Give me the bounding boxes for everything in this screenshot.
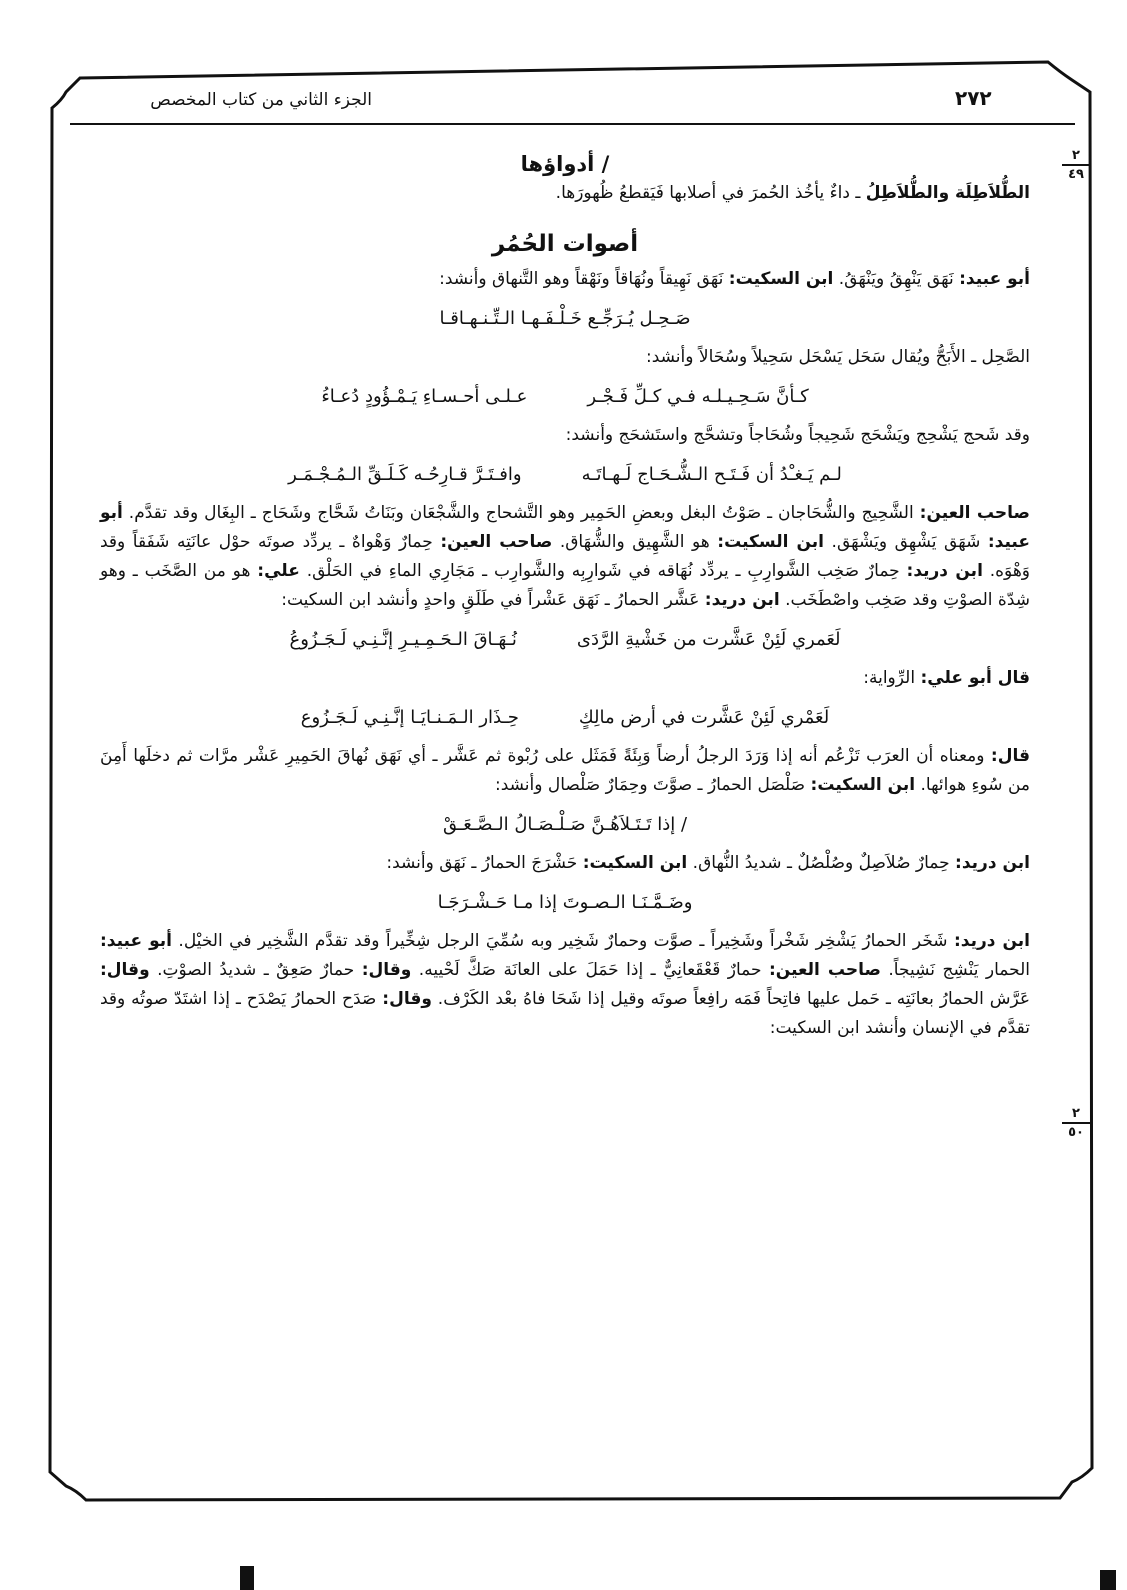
source-label: صاحب العين: <box>769 960 881 980</box>
paragraph <box>100 499 1030 615</box>
margin-reference <box>1060 148 1092 182</box>
paragraph-text: هو الشَّهِيق والشُّهَاق. <box>552 532 718 552</box>
margin-ref-page: ٥٠ <box>1068 1125 1084 1140</box>
verse-hemistich: عـلـى أحـسـاءِ يَـمْـؤُودٍ دُعـاءُ <box>321 386 528 407</box>
paragraph <box>100 179 1030 208</box>
margin-ref-divider <box>1062 164 1090 166</box>
source-label: ابن دريد: <box>704 590 780 610</box>
source-label: ابن السكيت: <box>582 853 688 873</box>
paragraph-text: ومعناه أن العرَب تَزْعُم أنه إذا وَرَدَ الرجلُ أرضاً وَبِئَةً فَمَثَل على رُبْوة ثم عَشَّر ـ أي نَهَق نُهاقَ الحَمِيرِ عَشْر مرَّات ثم دخلَها أَمِنَ من سُوءِ هوائها. <box>100 746 1030 795</box>
source-label: وقال: <box>361 960 412 980</box>
verse <box>100 460 1030 489</box>
source-label: قال: <box>990 746 1030 766</box>
scan-mark <box>1100 1570 1116 1590</box>
verse <box>100 625 1030 654</box>
source-label: أبو عبيد: <box>100 503 1030 552</box>
verse-line: صَـحِـل يُـرَجِّـع خَـلْـفَـهـا الـتِّـنـهـاقـا <box>439 308 691 329</box>
verse <box>100 810 1030 839</box>
paragraph-text: عَرَّش الحمارُ بعانَتِه ـ حَمل عليها فاتِحاً فَمَه رافِعاً صوتَه وقيل إذا شَحَا فاهُ بعْد الكَرْف. <box>431 989 1030 1009</box>
paragraph-text: حمارٌ قَعْقَعانِيٌّ ـ إذا حَمَلَ على العانَة صَكَّ لَحْييه. <box>411 960 769 980</box>
term-label: الطُّلاَطِلَة والطُّلاَطِلُ <box>865 183 1030 203</box>
paragraph-text: حِمارٌ صُلاَصِلٌ وصُلْصُلٌ ـ شديدُ النُّهاق. <box>687 853 956 873</box>
margin-ref-divider <box>1062 1122 1090 1124</box>
paragraph-text: الشَّحِيج والشُّحَاجان ـ صَوْتُ البغل وبعضِ الحَمِير وهو التَّشحاج والشَّجْعَان وبَنَاتُ شَحَّاج وشَحَاج ـ البِغَال وقد تقدَّم. <box>122 503 920 523</box>
verse-hemistich: لَعَمري لَئِنْ عَشَّرت من خَشْيةِ الرَّدَى <box>576 629 841 650</box>
source-label: ابن دريد: <box>955 853 1030 873</box>
source-label: وقال: <box>100 960 150 980</box>
verse-line: وضَـمَّـنَـا الـصـوتَ إذا مـا حَـشْـرَجَـا <box>437 892 693 913</box>
paragraph-text: الرِّواية: <box>863 668 921 688</box>
source-label: أبو عبيد: <box>959 269 1030 289</box>
paragraph-text: حمارٌ صَعِقٌ ـ شديدُ الصوْتِ. <box>149 960 362 980</box>
paragraph-text: شَخَر الحمارُ يَشْخِر شَخْراً وشَخِيراً ـ صوَّت وحمارٌ شَخِير وبه سُمِّيَ الرجل شِخِّيراً وقد تقدَّم الشَّخِير في الخيْل. <box>171 931 954 951</box>
source-label: ابن السكيت: <box>717 532 824 552</box>
verse-line: / إذا تَـتَـلاَهُـنَّ صَـلْـصَـالُ الـصَّـعَـقْ <box>443 814 688 835</box>
source-label: ابن السكيت: <box>728 269 834 289</box>
paragraph <box>100 343 1030 372</box>
paragraph <box>100 927 1030 1043</box>
chapter-heading: أصوات الحُمُر <box>491 231 639 257</box>
paragraph-text: هو من الصَّخَب ـ وهو شِدّة الصوْتِ وقد صَخِب واصْطَخَب. <box>100 561 1030 610</box>
scan-mark <box>240 1566 254 1590</box>
source-label: قال أبو علي: <box>920 668 1030 688</box>
verse-hemistich: نُـهَـاقَ الـحَـمِـيـرِ إنَّـنِـي لَـجَـزُوعُ <box>289 629 517 650</box>
paragraph-text: وقد شَحج يَشْحِج ويَشْحَج شَحِيجاً وشُحَاجاً وتشحَّج واستَشحَج وأنشد: <box>565 425 1030 445</box>
paragraph-text: ـ داءٌ يأخُذ الحُمرَ في أصلابها فَيَقطعُ ظُهورَها. <box>555 183 866 203</box>
paragraph <box>100 742 1030 800</box>
section-heading: / أدواؤها <box>520 152 610 176</box>
running-head: الجزء الثاني من كتاب المخصص <box>150 90 372 110</box>
paragraph <box>100 849 1030 878</box>
verse <box>100 703 1030 732</box>
paragraph-text: نَهَق نَهِيقاً ونُهَاقاً ونَهْقاً وهو التَّنهاق وأنشد: <box>439 269 729 289</box>
verse-hemistich: كـأنَّ سَـحِـيـلـه فـي كـلِّ فَـجْـر <box>587 386 809 407</box>
source-label: وقال: <box>382 989 432 1009</box>
paragraph <box>100 421 1030 450</box>
verse <box>100 888 1030 917</box>
verse-hemistich: لَعَمْري لَئِنْ عَشَّرت في أرض مالِكٍ <box>578 707 830 728</box>
paragraph-text: عَشَّر الحمارُ ـ نَهَق عَشْراً في طَلَقٍ واحدٍ وأنشد ابن السكيت: <box>281 590 705 610</box>
verse-hemistich: لـم يَـغـْدُ أن فَـتَـح الـشُّـحَـاج لَـهـاتَـه <box>581 464 842 485</box>
paragraph-text: الحمار يَنْشِج نَشِيجاً. <box>880 960 1031 980</box>
source-label: صاحب العين: <box>919 503 1030 523</box>
source-label: ابن السكيت: <box>810 775 916 795</box>
source-label: أبو عبيد: <box>100 931 172 951</box>
paragraph-text: شَهَق يَشْهِق ويَشْهَق. <box>824 532 988 552</box>
source-label: ابن دريد: <box>906 561 983 581</box>
verse <box>100 304 1030 333</box>
margin-ref-volume: ٢ <box>1072 148 1080 163</box>
verse <box>100 382 1030 411</box>
paragraph-text: حَشْرَجَ الحمارُ ـ نَهَق وأنشد: <box>386 853 583 873</box>
verse-hemistich: حِـذَار الـمَـنـايَـا إنَّـنِـي لَـجَـزُوع <box>300 707 519 728</box>
paragraph <box>100 664 1030 693</box>
margin-ref-page: ٤٩ <box>1068 167 1084 182</box>
paragraph-text: حِمارٌ وَهْواهٌ ـ يردِّد صوتَه حوْل عانَتِه شَفَقاً وقد وَهْوَه. <box>100 532 1031 581</box>
margin-reference <box>1060 1106 1092 1140</box>
paragraph <box>100 265 1030 294</box>
page-number: ٢٧٢ <box>955 86 992 110</box>
paragraph-text: نَهَق يَنْهِقُ ويَنْهَقُ. <box>833 269 960 289</box>
verse-hemistich: وافـتَـرَّ قـارِحُـه كَـلَـقِّ الـمُـجْـمَـر <box>288 464 522 485</box>
paragraph-text: صَلْصَل الحمارُ ـ صوَّتَ وحِمَارٌ صَلْصال وأنشد: <box>494 775 811 795</box>
margin-ref-volume: ٢ <box>1072 1106 1080 1121</box>
paragraph-text: صَدَح الحمارُ يَصْدَح ـ إذا اشتَدّ صوتُه وقد تقدَّم في الإنسان وأنشد ابن السكيت: <box>100 989 1030 1038</box>
paragraph-text: الصَّحِل ـ الأَبَحُّ ويُقال سَحَل يَسْحَل سَحِيلاً وسُحَالاً وأنشد: <box>645 347 1030 367</box>
page-body <box>100 150 1030 1480</box>
source-label: علي: <box>257 561 300 581</box>
source-label: ابن دريد: <box>954 931 1030 951</box>
paragraph-text: حِمارٌ صَخِب الشَّوارِبِ ـ يردِّد نُهَاقه في شَوارِبِه والشَّوارِب ـ مَجَارِي الماءِ في الحَلْق. <box>299 561 907 581</box>
source-label: صاحب العين: <box>440 532 553 552</box>
